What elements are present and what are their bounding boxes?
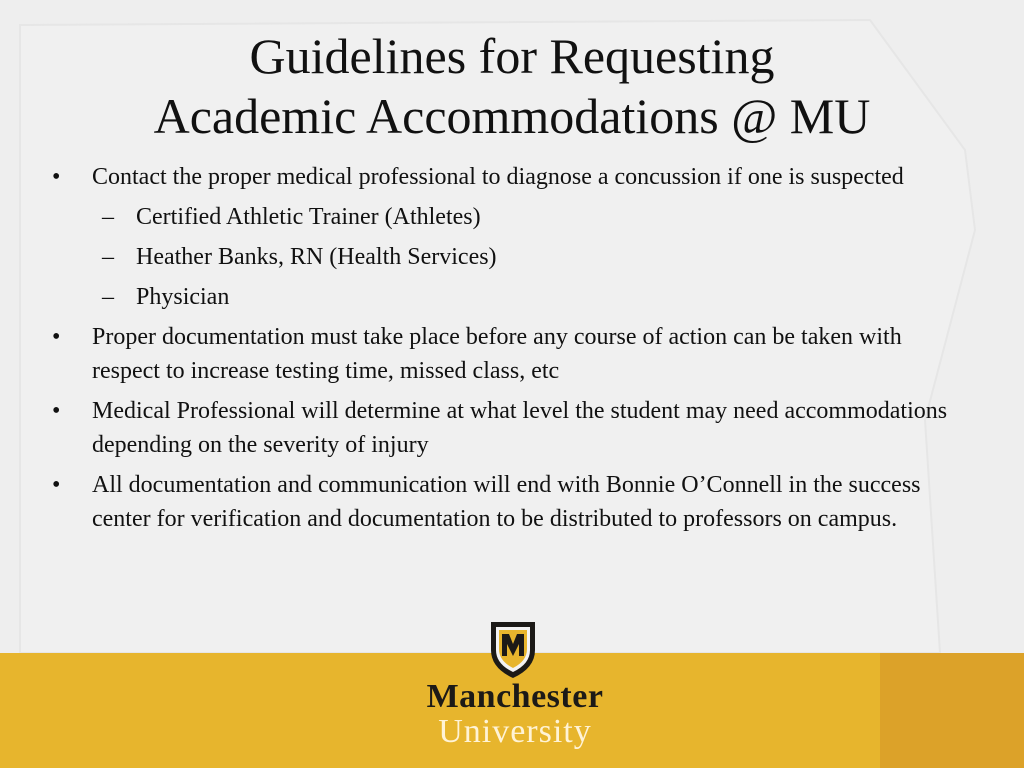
sub-bullet-item [92, 280, 950, 314]
bullet-item [50, 394, 950, 462]
bullet-text: Medical Professional will determine at what level the student may need accommodations depending on the severity of injury [92, 398, 948, 458]
bullet-marker: • [52, 472, 61, 498]
sub-bullet-item [92, 240, 950, 274]
bullet-item [50, 160, 950, 314]
logo-subtitle: University [438, 713, 592, 750]
manchester-university-logo [400, 620, 630, 760]
slide-title [0, 26, 1024, 146]
bullet-marker: • [52, 164, 61, 190]
footer-band-accent [880, 653, 1024, 768]
sub-bullet-text: Physician [136, 284, 230, 310]
sub-bullet-text: Certified Athletic Trainer (Athletes) [136, 204, 481, 230]
bullet-marker: • [52, 324, 61, 350]
bullet-text: Proper documentation must take place before any course of action can be taken with respect to increase testing time, missed class, etc [92, 324, 902, 384]
bullet-text: Contact the proper medical professional to diagnose a concussion if one is suspected [92, 164, 904, 190]
dash-marker: – [102, 244, 114, 270]
bullet-item [50, 320, 950, 388]
manchester-crest-icon [487, 620, 539, 680]
bullet-text: All documentation and communication will end with Bonnie O’Connell in the success center for verification and documentation to be distributed to professors on campus. [92, 472, 921, 532]
bullet-list [50, 160, 950, 542]
sub-bullet-list [92, 200, 950, 314]
slide-title-line-2: Academic Accommodations @ MU [153, 88, 871, 144]
logo-wordmark: Manchester [426, 678, 604, 715]
sub-bullet-text: Heather Banks, RN (Health Services) [136, 244, 497, 270]
bullet-marker: • [52, 398, 61, 424]
sub-bullet-item [92, 200, 950, 234]
dash-marker: – [102, 284, 114, 310]
dash-marker: – [102, 204, 114, 230]
bullet-item [50, 468, 950, 536]
slide-title-line-1: Guidelines for Requesting [249, 28, 775, 84]
